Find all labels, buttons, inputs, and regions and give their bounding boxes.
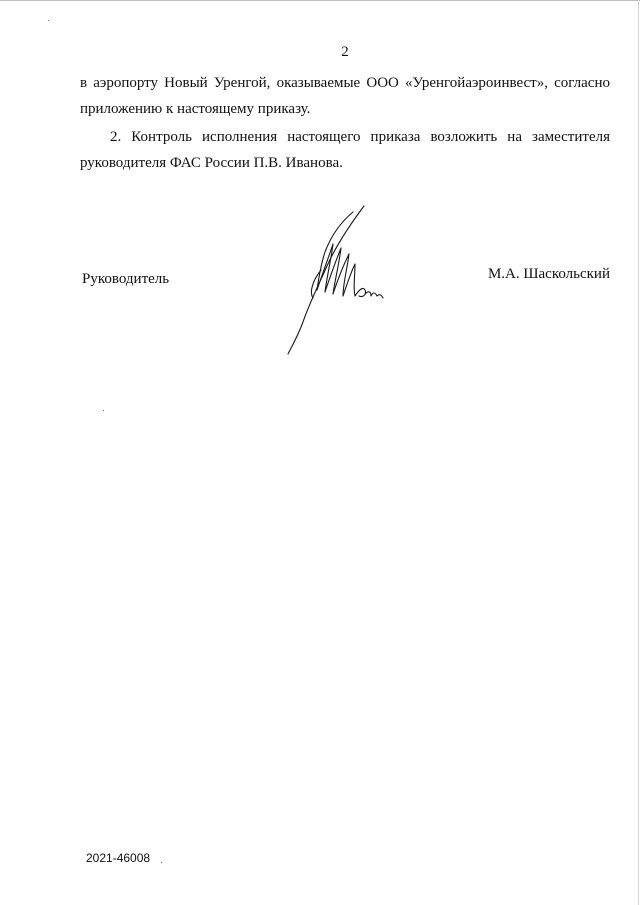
document-registration-number: 2021-46008	[86, 851, 151, 865]
paragraph-2-line-1: 2. Контроль исполнения настоящего приказа возложить на заместителя	[110, 129, 610, 145]
paragraph-1-line-2: приложению к настоящему приказу.	[80, 101, 311, 117]
signer-position-title: Руководитель	[82, 271, 170, 287]
scan-edge-top	[0, 0, 640, 1]
paragraph-1	[80, 70, 610, 122]
scan-edge-right	[638, 0, 639, 905]
scan-speck	[48, 20, 49, 21]
paragraph-2-line-2: руководителя ФАС России П.В. Иванова.	[80, 155, 343, 171]
paragraph-2	[80, 124, 610, 176]
page-number: 2	[341, 44, 349, 60]
signer-name: М.А. Шаскольский	[487, 266, 610, 282]
paragraph-1-line-1: в аэропорту Новый Уренгой, оказываемые ООО «Уренгойаэроинвест», согласно	[80, 75, 610, 91]
scan-speck	[103, 410, 104, 411]
scan-speck	[161, 862, 162, 863]
handwritten-signature	[283, 200, 393, 360]
